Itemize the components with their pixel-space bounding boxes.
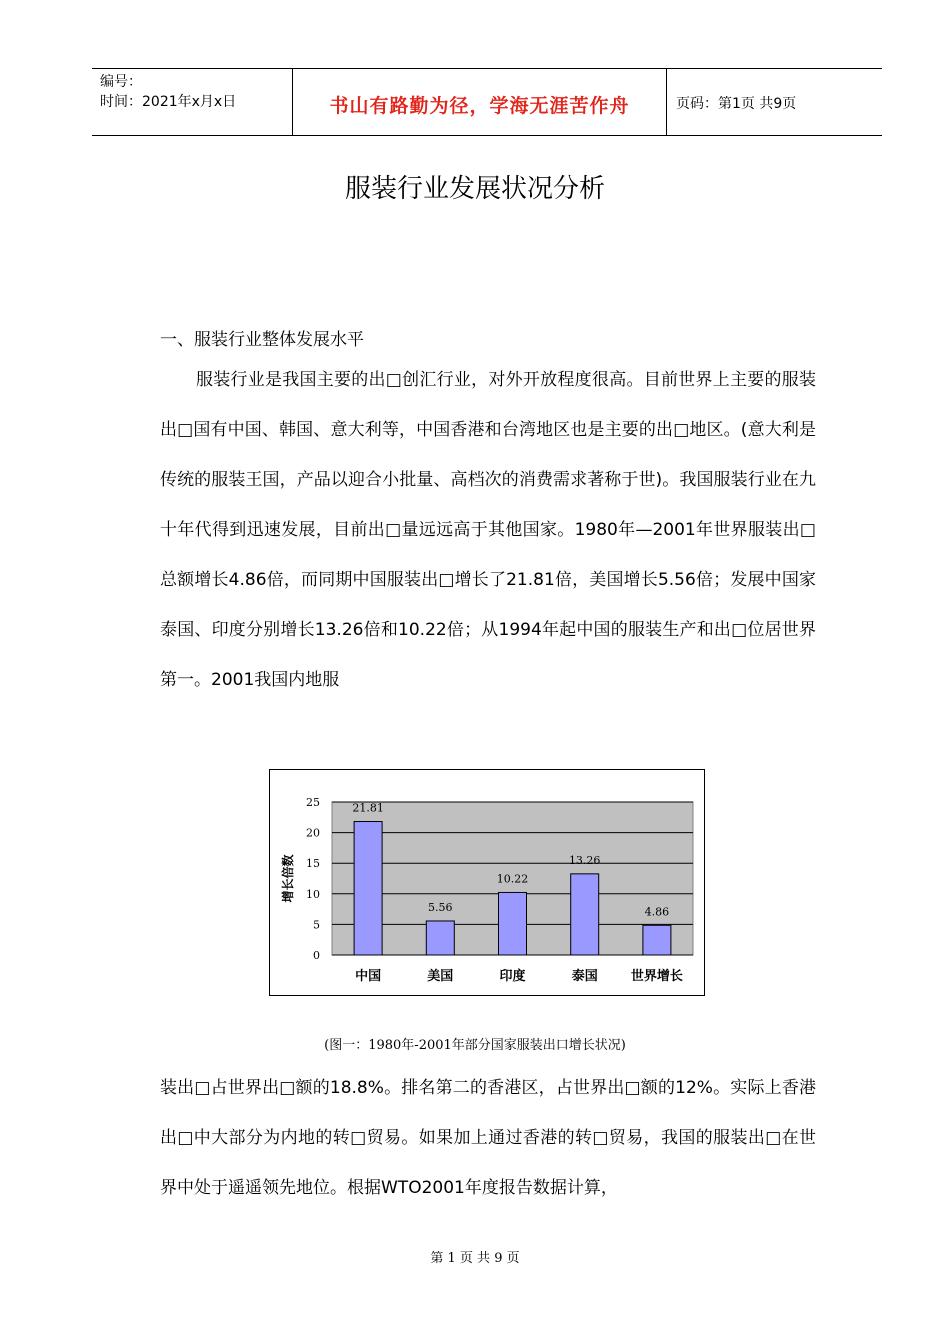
chart-bar [643, 925, 671, 955]
chart-data-label: 10.22 [496, 872, 529, 886]
header-motto: 书山有路勤为径，学海无涯苦作舟 [329, 95, 630, 117]
document-header [92, 68, 882, 136]
chart-svg [270, 770, 704, 995]
chart-y-tick-label: 10 [306, 887, 320, 901]
header-page-cell [666, 69, 882, 135]
chart-x-category-label: 美国 [427, 969, 454, 984]
chart-data-label: 13.26 [568, 853, 601, 867]
chart-y-tick-label: 20 [306, 826, 320, 840]
document-title: 服装行业发展状况分析 [344, 174, 605, 204]
body-paragraph-2: 装出□占世界出□额的18.8%。排名第二的香港区，占世界出□额的12%。实际上香港出□中大部分为内地的转□贸易。如果加上通过香港的转□贸易，我国的服装出□在世界中处于遥遥领先地位。根据WTO2001年度报告数据计算， [160, 1078, 816, 1198]
chart-x-category-label: 中国 [355, 969, 382, 984]
chart-x-category-label: 印度 [499, 969, 526, 984]
chart-bar [426, 921, 454, 955]
chart-x-category-label: 世界增长 [630, 969, 683, 984]
chart-y-axis-label: 增长倍数 [281, 854, 295, 903]
header-meta-cell [92, 69, 292, 135]
header-motto-cell [292, 69, 667, 135]
chart-bar [499, 892, 527, 955]
document-time-label: 时间：2021年x月x日 [100, 94, 237, 110]
chart-y-tick-label: 5 [313, 918, 320, 932]
growth-bar-chart [269, 769, 705, 996]
chart-bar [354, 822, 382, 955]
chart-y-tick-label: 0 [313, 949, 320, 962]
figure-caption: (图一：1980年-2001年部分国家服装出口增长状况) [324, 1038, 626, 1053]
document-number-label: 编号： [100, 74, 142, 90]
chart-data-label: 21.81 [352, 801, 384, 815]
chart-data-label: 5.56 [428, 900, 453, 914]
page-footer: 第 1 页 共 9 页 [430, 1251, 520, 1266]
header-page-info: 页码：第1页 共9页 [676, 96, 797, 112]
chart-bar [571, 874, 599, 955]
chart-x-category-label: 泰国 [571, 969, 598, 984]
section-heading: 一、服装行业整体发展水平 [160, 330, 364, 350]
chart-data-label: 4.86 [644, 905, 670, 919]
body-paragraph-1: 服装行业是我国主要的出□创汇行业，对外开放程度很高。目前世界上主要的服装出□国有中国、韩国、意大利等，中国香港和台湾地区也是主要的出□地区。(意大利是传统的服装王国，产品以迎合小批量、高档次的消费需求著称于世)。我国服装行业在九十年代得到迅速发展，目前出□量远远高于其他国家。1980年—2001年世界服装出□总额增长4.86倍，而同期中国服装出□增长了21.81倍，美国增长5.56倍；发展中国家泰国、印度分别增长13.26倍和10.22倍；从1994年起中国的服装生产和出□位居世界第一。2001我国内地服 [160, 370, 816, 690]
chart-y-tick-label: 25 [306, 796, 320, 809]
chart-y-tick-label: 15 [306, 857, 320, 871]
